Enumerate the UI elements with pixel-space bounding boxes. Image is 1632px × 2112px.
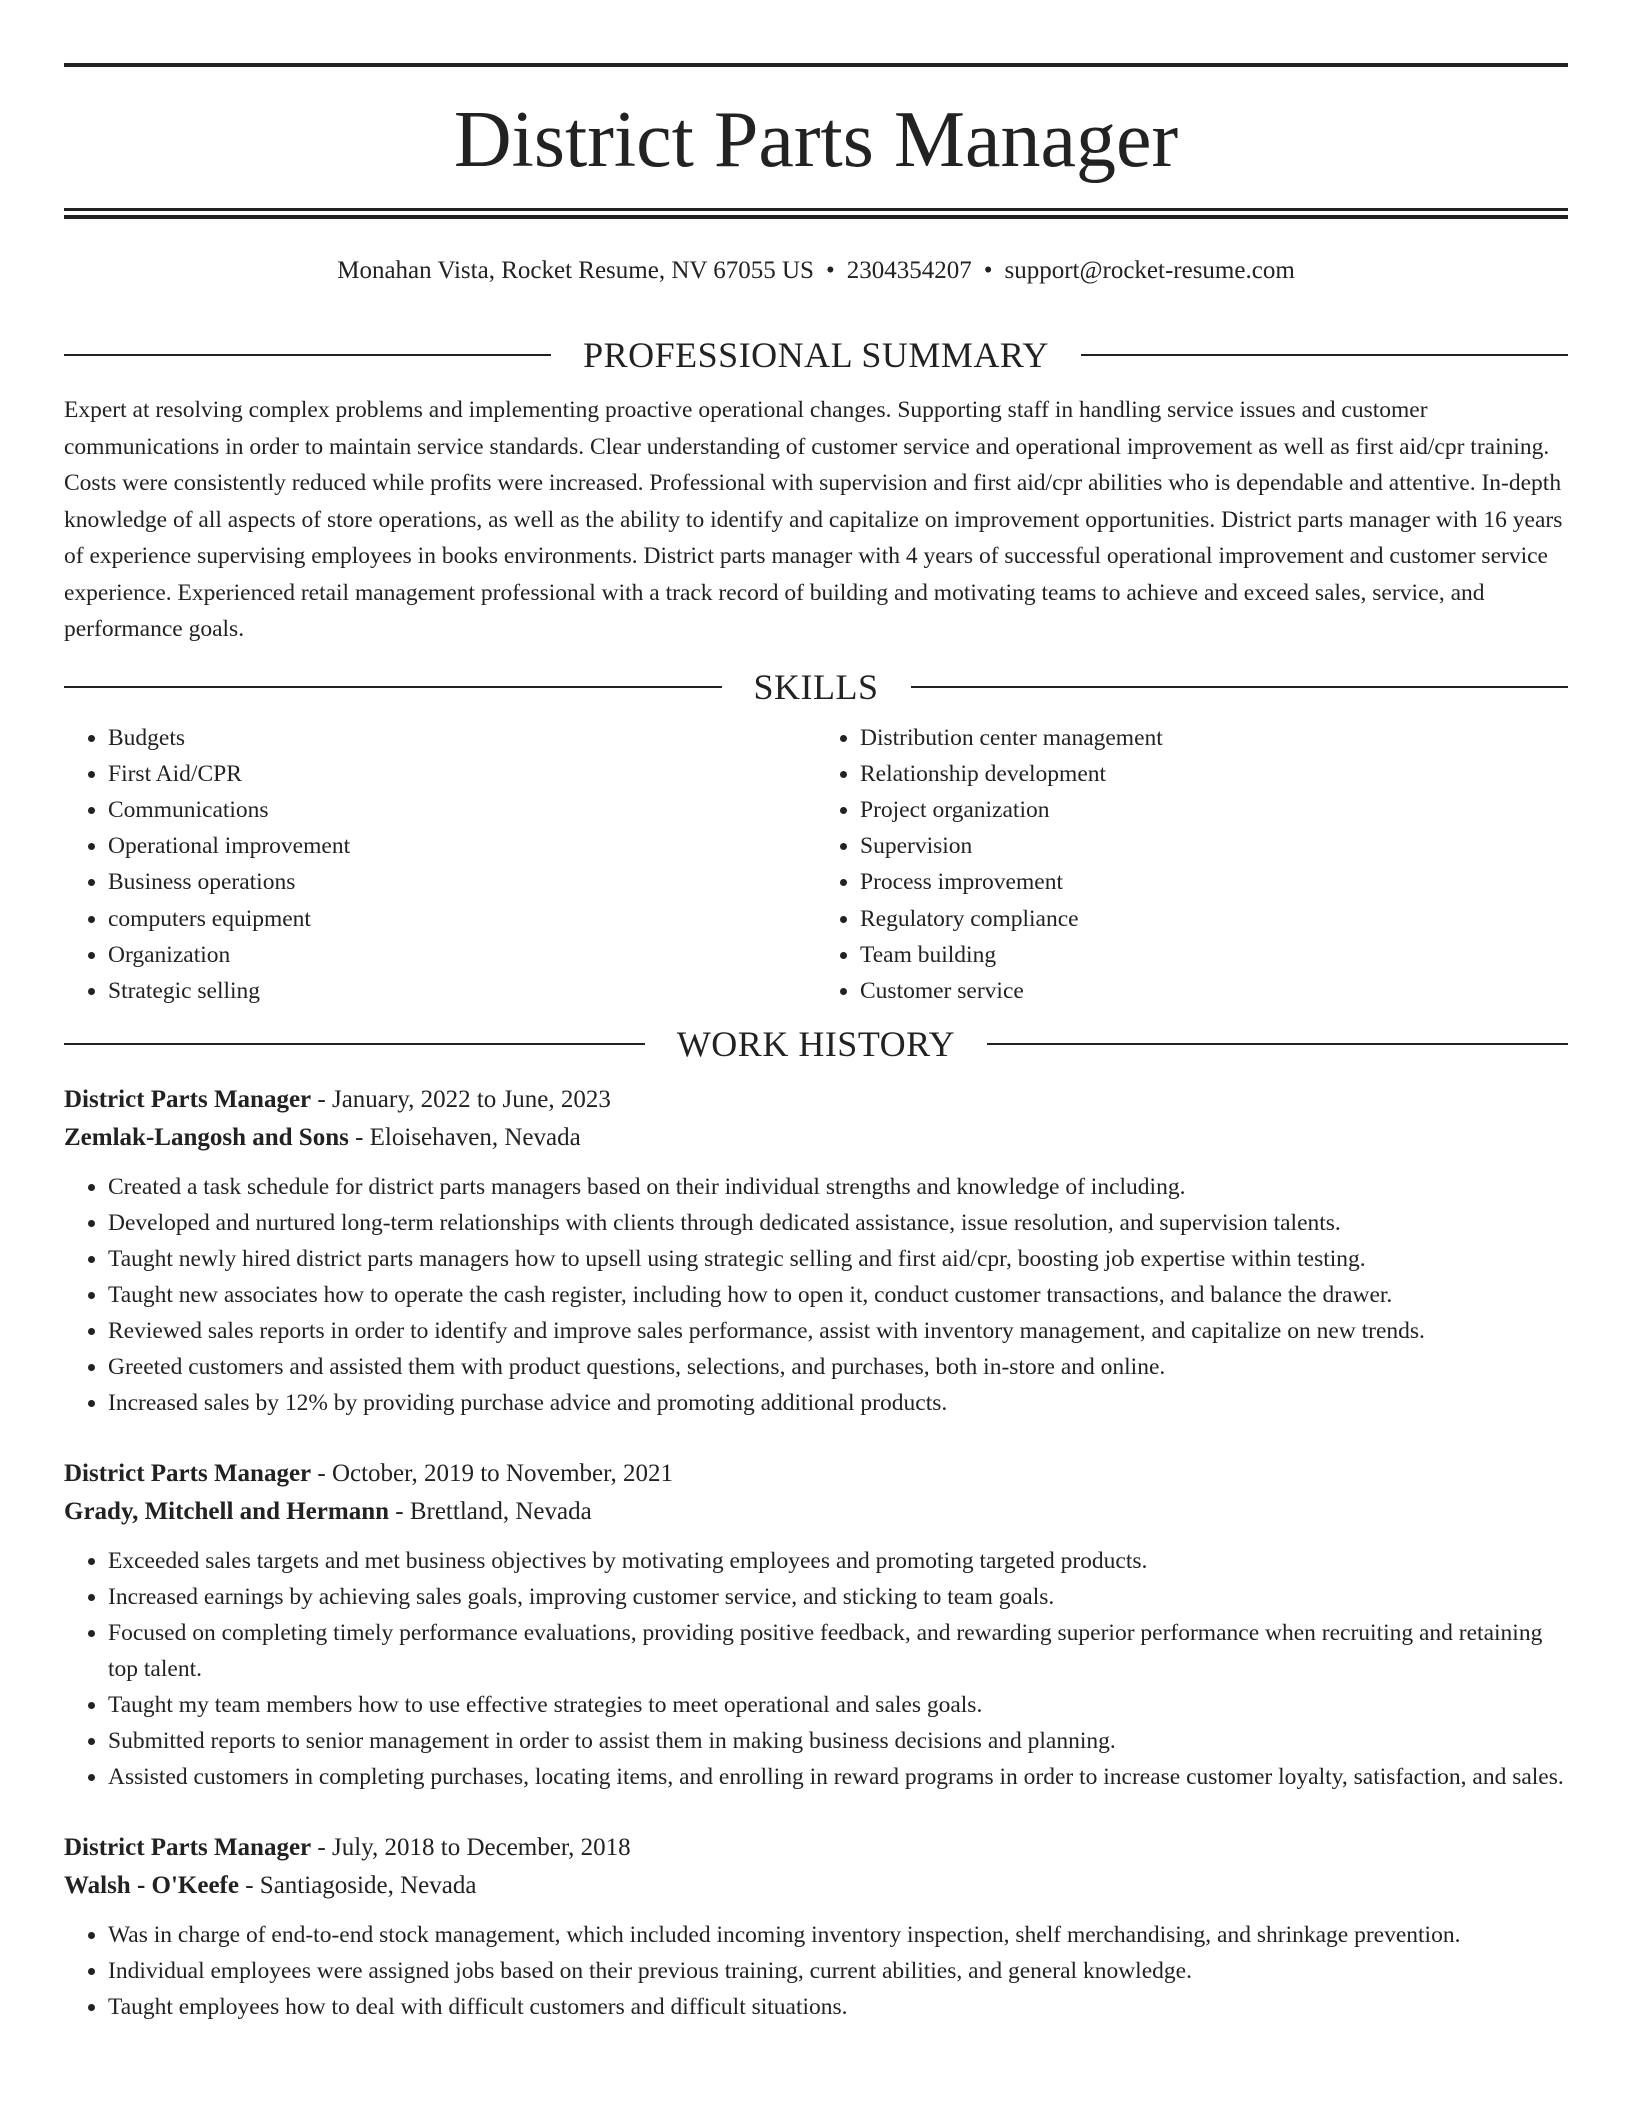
job-bullet: • Submitted reports to senior management in order to assist them in making business decisions and planning. — [108, 1723, 1568, 1759]
job-bullets — [64, 1169, 1568, 1421]
job-bullet: • Created a task schedule for district parts managers based on their individual strengths and knowledge of including. — [108, 1169, 1568, 1205]
job-bullet: • Taught my team members how to use effective strategies to meet operational and sales goals. — [108, 1687, 1568, 1723]
contact-phone: 2304354207 — [846, 257, 972, 284]
resume-body — [64, 330, 1568, 2025]
job-bullet: • Focused on completing timely performance evaluations, providing positive feedback, and rewarding superior performance when recruiting and retaining top talent. — [108, 1615, 1568, 1687]
summary-heading — [64, 330, 1568, 380]
skill-item: • Communications — [108, 792, 816, 828]
section-title: PROFESSIONAL SUMMARY — [583, 335, 1049, 375]
job-bullet: • Was in charge of end-to-end stock management, which included incoming inventory inspection, shelf merchandising, and shrinkage prevention. — [108, 1917, 1568, 1953]
skill-item: • Distribution center management — [860, 720, 1568, 756]
contact-separator: • — [983, 257, 993, 284]
skill-item: • Organization — [108, 937, 816, 973]
skill-item: • Project organization — [860, 792, 1568, 828]
heading-rule — [987, 1043, 1568, 1045]
contact-email: support@rocket-resume.com — [1004, 257, 1295, 284]
top-rule — [64, 63, 1568, 67]
title-rule-lower — [64, 215, 1568, 219]
section-title: WORK HISTORY — [676, 1024, 956, 1065]
job-title-line — [64, 1829, 1568, 1867]
contact-line — [64, 254, 1568, 288]
job-entry — [64, 1081, 1568, 1421]
heading-rule — [1081, 354, 1568, 356]
job-company: Grady, Mitchell and Hermann — [64, 1498, 389, 1526]
heading-rule — [911, 686, 1569, 688]
skill-item: • Regulatory compliance — [860, 901, 1568, 937]
skill-item: • Relationship development — [860, 756, 1568, 792]
job-bullets — [64, 1917, 1568, 2025]
job-bullet: • Assisted customers in completing purchases, locating items, and enrolling in reward programs in order to increase customer loyalty, satisfaction, and sales. — [108, 1759, 1568, 1795]
skill-item: • Process improvement — [860, 864, 1568, 900]
skill-item: • First Aid/CPR — [108, 756, 816, 792]
contact-address: Monahan Vista, Rocket Resume, NV 67055 US — [337, 257, 814, 284]
job-title: District Parts Manager — [64, 1460, 312, 1488]
job-bullet: • Greeted customers and assisted them with product questions, selections, and purchases, both in-store and online. — [108, 1349, 1568, 1385]
job-bullet: • Taught newly hired district parts managers how to upsell using strategic selling and first aid/cpr, boosting job expertise within testing. — [108, 1241, 1568, 1277]
job-entry — [64, 1455, 1568, 1795]
job-bullet: • Increased sales by 12% by providing purchase advice and promoting additional products. — [108, 1385, 1568, 1421]
job-location: - Eloisehaven, Nevada — [355, 1124, 581, 1152]
skills-list — [64, 720, 1568, 1010]
job-bullet: • Exceeded sales targets and met business objectives by motivating employees and promoting targeted products. — [108, 1543, 1568, 1579]
heading-rule — [64, 686, 722, 688]
skill-item: • Customer service — [860, 973, 1568, 1009]
job-dates: - July, 2018 to December, 2018 — [317, 1834, 631, 1862]
skills-column-right — [816, 720, 1568, 1010]
job-bullet: • Taught new associates how to operate the cash register, including how to open it, conduct customer transactions, and balance the drawer. — [108, 1277, 1568, 1313]
job-bullets — [64, 1543, 1568, 1795]
skill-item: • Strategic selling — [108, 973, 816, 1009]
job-title: District Parts Manager — [64, 1834, 312, 1862]
section-title: SKILLS — [753, 666, 879, 707]
skill-item: • Budgets — [108, 720, 816, 756]
job-bullet: • Reviewed sales reports in order to identify and improve sales performance, assist with inventory management, and capitalize on new trends. — [108, 1313, 1568, 1349]
work-history-heading — [64, 1019, 1568, 1069]
job-title-line — [64, 1081, 1568, 1119]
job-company-line — [64, 1119, 1568, 1157]
job-bullet: • Developed and nurtured long-term relationships with clients through dedicated assistance, issue resolution, and supervision talents. — [108, 1205, 1568, 1241]
job-bullet: • Individual employees were assigned jobs based on their previous training, current abilities, and general knowledge. — [108, 1953, 1568, 1989]
skill-item: • Operational improvement — [108, 828, 816, 864]
job-dates: - October, 2019 to November, 2021 — [317, 1460, 673, 1488]
summary-text: Expert at resolving complex problems and implementing proactive operational changes. Supporting staff in handling service issues and customer communications in order to maintain service standards. Clear understanding of customer service and operational improvement as well as first aid/cpr training. Costs were consistently reduced while profits were increased. Professional with supervision and first aid/cpr abilities who is dependable and attentive. In-depth knowledge of all aspects of store operations, as well as the ability to identify and capitalize on improvement opportunities. District parts manager with 16 years of experience supervising employees in books environments. District parts manager with 4 years of successful operational improvement and customer service experience. Experienced retail management professional with a track record of building and motivating teams to achieve and exceed sales, service, and performance goals. — [64, 397, 1563, 642]
job-location: - Santiagoside, Nevada — [245, 1872, 477, 1900]
contact-separator: • — [825, 257, 835, 284]
job-title: District Parts Manager — [64, 1086, 312, 1114]
job-bullet: • Increased earnings by achieving sales goals, improving customer service, and sticking to team goals. — [108, 1579, 1568, 1615]
skill-item: • Team building — [860, 937, 1568, 973]
job-company: Zemlak-Langosh and Sons — [64, 1124, 349, 1152]
skills-heading — [64, 662, 1568, 712]
skills-column-left — [64, 720, 816, 1010]
job-bullet: • Taught employees how to deal with difficult customers and difficult situations. — [108, 1989, 1568, 2025]
job-company-line — [64, 1493, 1568, 1531]
job-company-line — [64, 1867, 1568, 1905]
job-location: - Brettland, Nevada — [395, 1498, 592, 1526]
job-company: Walsh - O'Keefe — [64, 1872, 239, 1900]
heading-rule — [64, 1043, 645, 1045]
skill-item: • Supervision — [860, 828, 1568, 864]
job-dates: - January, 2022 to June, 2023 — [317, 1086, 611, 1114]
skill-item: • computers equipment — [108, 901, 816, 937]
job-title-line — [64, 1455, 1568, 1493]
job-entry — [64, 1829, 1568, 2025]
title-rule-upper — [64, 208, 1568, 211]
resume-title: District Parts Manager — [453, 96, 1179, 184]
heading-rule — [64, 354, 551, 356]
skill-item: • Business operations — [108, 864, 816, 900]
